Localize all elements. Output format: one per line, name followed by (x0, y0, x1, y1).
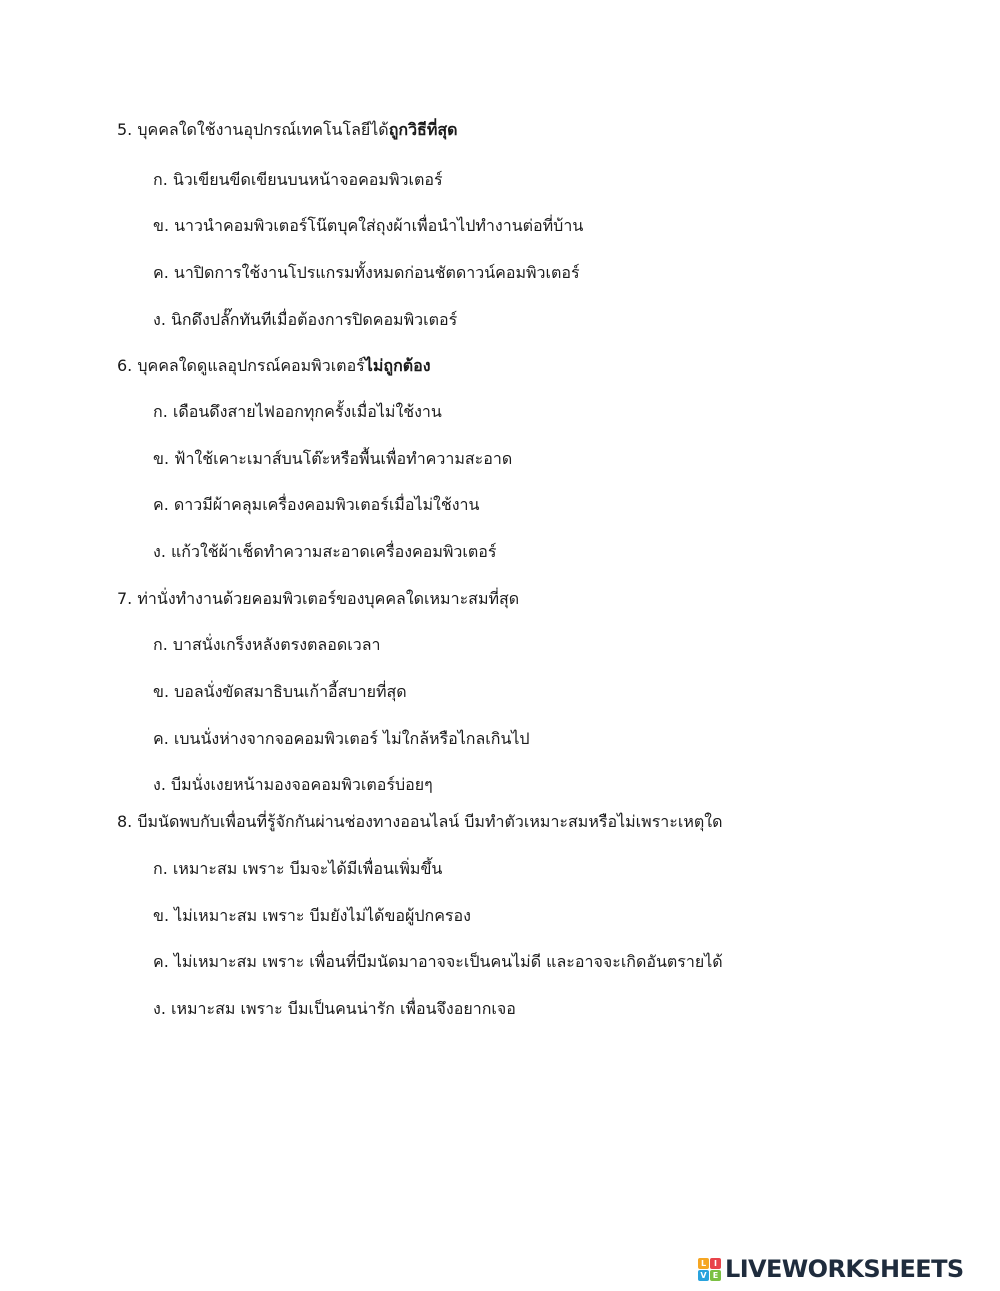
question-7-stem: 7. ท่านั่งทำงานด้วยคอมพิวเตอร์ของบุคคลใดเหมาะสมที่สุด (117, 589, 520, 608)
question-6 (117, 354, 431, 378)
question-6-option-d: ง. แก้วใช้ผ้าเช็ดทำความสะอาดเครื่องคอมพิวเตอร์ (153, 542, 497, 561)
question-7-option-c: ค. เบนนั่งห่างจากจอคอมพิวเตอร์ ไม่ใกล้หรือไกลเกินไป (153, 729, 530, 748)
question-7-option-b: ข. บอลนั่งขัดสมาธิบนเก้าอี้สบายที่สุด (153, 682, 407, 701)
question-5-emphasis: ถูกวิธีที่สุด (388, 120, 458, 139)
question-6-stem: 6. บุคคลใดดูแลอุปกรณ์คอมพิวเตอร์ (117, 356, 365, 375)
question-5-option-a: ก. นิวเขียนขีดเขียนบนหน้าจอคอมพิวเตอร์ (153, 170, 443, 189)
liveworksheets-logo (698, 1256, 964, 1282)
question-6-option-a: ก. เดือนดึงสายไฟออกทุกครั้งเมื่อไม่ใช้งาน (153, 402, 442, 421)
logo-mark-i: I (710, 1258, 721, 1269)
question-8-option-d: ง. เหมาะสม เพราะ บีมเป็นคนน่ารัก เพื่อนจึงอยากเจอ (153, 999, 516, 1018)
question-5 (117, 118, 458, 142)
question-6-option-b: ข. ฟ้าใช้เคาะเมาส์บนโต๊ะหรือพื้นเพื่อทำความสะอาด (153, 449, 513, 468)
logo-mark-l: L (698, 1258, 709, 1269)
question-8 (117, 810, 722, 834)
question-6-emphasis: ไม่ถูกต้อง (364, 356, 431, 375)
question-5-option-d: ง. นิกดึงปลั๊กทันทีเมื่อต้องการปิดคอมพิวเตอร์ (153, 310, 458, 329)
question-5-option-b: ข. นาวนำคอมพิวเตอร์โน๊ตบุคใส่ถุงผ้าเพื่อนำไปทำงานต่อที่บ้าน (153, 216, 584, 235)
question-7-option-a: ก. บาสนั่งเกร็งหลังตรงตลอดเวลา (153, 635, 381, 654)
question-5-option-c: ค. นาปิดการใช้งานโปรแกรมทั้งหมดก่อนชัตดาวน์คอมพิวเตอร์ (153, 263, 580, 282)
logo-mark-v: V (698, 1270, 709, 1281)
question-5-stem: 5. บุคคลใดใช้งานอุปกรณ์เทคโนโลยีได้ (117, 120, 389, 139)
question-6-option-c: ค. ดาวมีผ้าคลุมเครื่องคอมพิวเตอร์เมื่อไม่ใช้งาน (153, 495, 480, 514)
logo-mark-icon (698, 1258, 721, 1281)
question-8-option-a: ก. เหมาะสม เพราะ บีมจะได้มีเพื่อนเพิ่มขึ้น (153, 859, 443, 878)
question-7 (117, 587, 519, 611)
question-8-stem: 8. บีมนัดพบกับเพื่อนที่รู้จักกันผ่านช่องทางออนไลน์ บีมทำตัวเหมาะสมหรือไม่เพราะเหตุใด (117, 812, 723, 831)
question-8-option-b: ข. ไม่เหมาะสม เพราะ บีมยังไม่ได้ขอผู้ปกครอง (153, 906, 471, 925)
question-8-option-c: ค. ไม่เหมาะสม เพราะ เพื่อนที่บีมนัดมาอาจจะเป็นคนไม่ดี และอาจจะเกิดอันตรายได้ (153, 952, 723, 971)
logo-mark-e: E (710, 1270, 721, 1281)
question-7-option-d: ง. บีมนั่งเงยหน้ามองจอคอมพิวเตอร์บ่อยๆ (153, 775, 433, 794)
logo-text: LIVEWORKSHEETS (725, 1255, 964, 1283)
